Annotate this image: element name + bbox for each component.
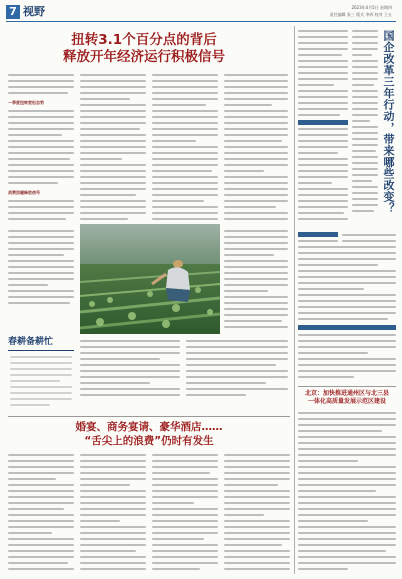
section-divider <box>8 416 290 417</box>
column-divider <box>294 26 295 574</box>
article1-body-col3 <box>152 72 218 224</box>
article3-headline <box>298 390 396 406</box>
article1-body-lower-left <box>8 228 74 308</box>
sidebar-lower-body <box>298 232 396 382</box>
article3-headline-line2: 一体化高质量发展示范区建设 <box>307 398 386 405</box>
article1-body-below-photo <box>80 338 288 410</box>
article1-headline-line1: 扭转3.1个百分点的背后 <box>71 32 217 48</box>
article3-headline-line1: 北京：加快推进通州区与北三县 <box>304 390 389 397</box>
issue-date: 2023年4月5日 星期四 <box>351 5 392 10</box>
article1-body-col1: 一季度扭转宽松态势 消费回暖释放信号 <box>8 72 74 224</box>
article1-body-col2 <box>80 72 146 224</box>
editor-credit: 责任编辑 张三 版式 李四 校对 王五 <box>329 12 392 17</box>
section-name: 视野 <box>23 5 45 18</box>
sidebar-divider <box>298 386 396 387</box>
sidebar-body-col1 <box>298 28 348 228</box>
article1-body-col4 <box>224 72 288 224</box>
sidebar-body-col2 <box>352 28 378 228</box>
article3-body <box>298 410 396 574</box>
page-header <box>6 5 396 21</box>
commentary-box <box>8 336 74 414</box>
page-number-badge: 7 <box>6 5 20 19</box>
header-rule <box>6 21 396 22</box>
article1-headline <box>8 32 280 66</box>
article2-headline-line2: “舌尖上的浪费”仍时有发生 <box>84 435 214 447</box>
article2-headline-line1: 婚宴、商务宴请、豪华酒店…… <box>75 421 223 433</box>
article1-headline-line2: 释放开年经济运行积极信号 <box>63 49 225 65</box>
commentary-title: 春耕备耕忙 <box>8 337 54 347</box>
farm-photo <box>80 224 220 334</box>
sidebar-title: 国企改革三年行动，带来哪些改变？ <box>382 30 395 214</box>
article2-headline <box>8 420 290 448</box>
sidebar-vertical-title <box>381 30 395 230</box>
greenhouse-field-image <box>80 224 220 334</box>
article2-body <box>8 452 290 574</box>
article1-body-lower-right <box>224 228 288 332</box>
